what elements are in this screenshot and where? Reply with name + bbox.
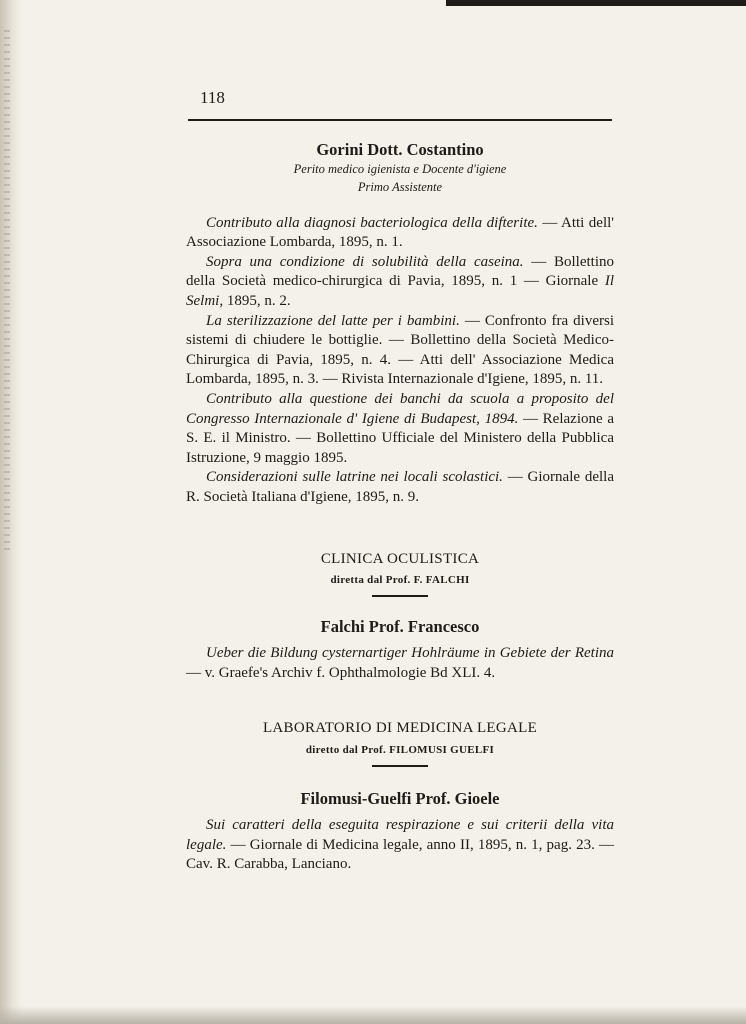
entry-citation: — Confronto fra diversi sistemi di chiudere le bottiglie. — Bollettino della Società Medico-Chirurgica di Pavia, 1895, n. 4. — Atti dell' Associazione Medica Lombarda, 1895, n. 3. — Rivista Internazionale d'Igiene, 1895, n. 11. <box>186 312 615 388</box>
entry-citation: — Giornale di Medicina legale, anno II, 1895, n. 1, pag. 23. — Cav. R. Carabba, Lanciano. <box>186 836 614 873</box>
entry-title: Sui caratteri della eseguita respirazione e sui criterii della vita legale. <box>186 817 614 853</box>
section-director: diretto dal Prof. FILOMUSI GUELFI <box>305 744 495 757</box>
author-heading: Filomusi-Guelfi Prof. Gioele <box>300 788 500 808</box>
journal-title: Il Selmi, <box>186 273 614 309</box>
entry-title: Contributo alla questione dei banchi da scuola a proposito del Congresso Internazionale d' Igiene di Budapest, 1894. <box>186 390 614 427</box>
binding-speckle <box>4 30 10 550</box>
author-role-2: Primo Assistente <box>357 179 443 194</box>
page-number: 118 <box>200 88 225 107</box>
entry-citation: — Relazione a S. E. il Ministro. — Bollettino Ufficiale del Ministero della Pubblica Istruzione, 9 maggio 1895. <box>186 410 614 466</box>
entry-title: Sopra una condizione di solubilità della caseina. <box>206 253 524 270</box>
entry-title: Contributo alla diagnosi bacteriologica della difterite. <box>206 214 538 231</box>
author-heading: Gorini Dott. Costantino <box>316 140 484 159</box>
bibliography-entry <box>186 253 614 312</box>
header-rule <box>188 119 612 121</box>
author-heading: Falchi Prof. Francesco <box>320 616 480 636</box>
top-scan-border <box>446 0 746 6</box>
entry-title: Considerazioni sulle latrine nei locali scolastici. <box>206 469 503 486</box>
bibliography-entry <box>186 312 614 390</box>
bottom-scan-shade <box>0 1006 746 1024</box>
entry-citation: — v. Graefe's Archiv f. Ophthalmologie Bd XLI. 4. <box>186 664 496 681</box>
section-heading: LABORATORIO DI MEDICINA LEGALE <box>262 720 538 737</box>
entry-citation: — Giornale della R. Società Italiana d'Igiene, 1895, n. 9. <box>186 469 614 505</box>
entry-citation: — Bollettino della Società medico-chirurgica di Pavia, 1895, n. 1 — Giornale <box>186 253 615 290</box>
entry-citation-end: 1895, n. 2. <box>223 292 291 309</box>
entry-title: Ueber die Bildung cysternartiger Hohlräume in Gebiete der Retina <box>206 645 614 662</box>
section-director: diretta dal Prof. F. FALCHI <box>330 574 470 587</box>
entry-citation: — Atti dell' Associazione Lombarda, 1895, n. 1. <box>186 214 614 251</box>
bibliography-entry <box>186 468 614 507</box>
entry-title: La sterilizzazione del latte per i bambini. <box>206 312 460 329</box>
section-heading: CLINICA OCULISTICA <box>320 550 480 567</box>
author-role: Perito medico igienista e Docente d'igiene <box>293 161 507 176</box>
page-body <box>186 140 614 875</box>
bibliography-entry <box>186 390 614 468</box>
bibliography-entry <box>186 816 614 875</box>
bibliography-entry <box>186 214 614 253</box>
bibliography-entry <box>186 644 614 683</box>
